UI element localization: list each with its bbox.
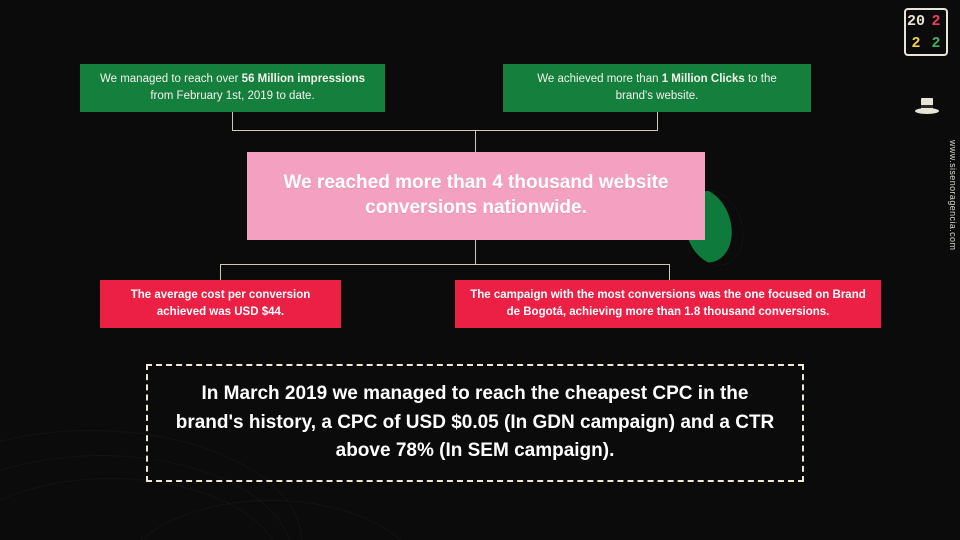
impressions-highlight: 56 Million impressions <box>241 73 366 86</box>
impressions-text-after: from February 1st, 2019 to date. <box>150 90 315 102</box>
card-cost-per-conversion <box>100 280 341 328</box>
website-url: www.sisenoragencia.com <box>948 140 958 251</box>
connector-line <box>220 264 221 280</box>
connector-line <box>475 240 476 264</box>
conversions-text: We reached more than 4 thousand website conversions nationwide. <box>283 172 669 218</box>
card-top-campaign <box>455 280 881 328</box>
card-clicks <box>503 64 811 112</box>
top-hat-icon <box>914 96 940 118</box>
decorative-swirl <box>0 478 282 540</box>
decorative-swirl <box>120 500 422 540</box>
top-campaign-text: The campaign with the most conversions was the one focused on Brand de Bogotá, achieving more than 1.8 thousand conversions. <box>470 288 866 318</box>
connector-line <box>232 130 658 131</box>
cost-per-conversion-text: The average cost per conversion achieved was USD $44. <box>130 288 311 318</box>
card-impressions <box>80 64 385 112</box>
logo-char-4: 2 <box>931 34 941 52</box>
clicks-text-before: We achieved more than <box>537 73 662 86</box>
connector-line <box>232 112 233 130</box>
connector-line <box>657 112 658 130</box>
card-cheapest-cpc <box>146 364 804 482</box>
connector-line <box>220 264 670 265</box>
brand-logo <box>904 8 948 56</box>
connector-line <box>669 264 670 280</box>
clicks-text-after: to the brand's website. <box>615 73 777 102</box>
impressions-text-before: We managed to reach over <box>99 73 242 86</box>
logo-char-1: 20 <box>906 12 925 30</box>
cheapest-cpc-text: In March 2019 we managed to reach the cheapest CPC in the brand's history, a CPC of USD $0.05 (In GDN campaign) and a CTR above 78% (In SEM campaign). <box>175 383 775 462</box>
connector-line <box>475 130 476 152</box>
clicks-highlight: 1 Million Clicks <box>661 73 745 86</box>
card-conversions <box>247 152 705 240</box>
logo-char-2: 2 <box>931 12 941 30</box>
logo-char-3: 2 <box>911 34 921 52</box>
